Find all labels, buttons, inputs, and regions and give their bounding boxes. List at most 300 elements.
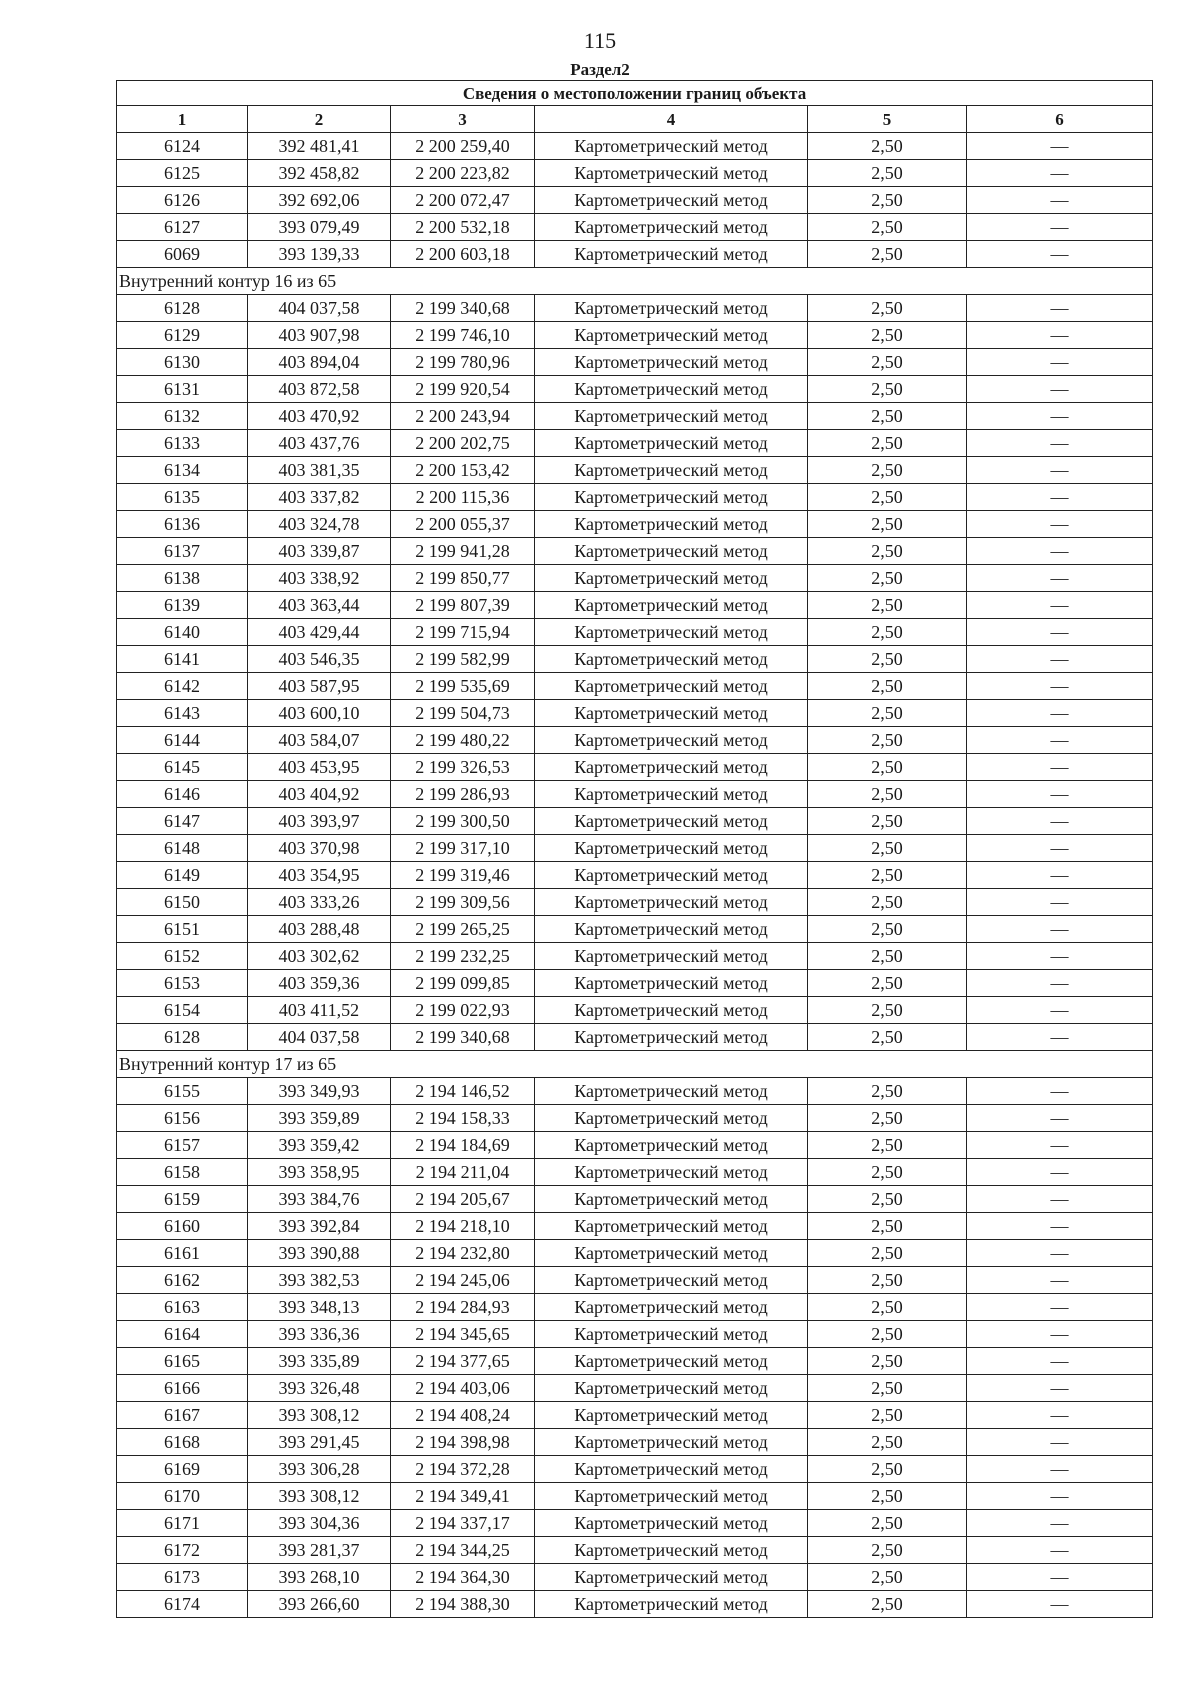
point-number-cell: 6161 (117, 1240, 248, 1267)
accuracy-cell: 2,50 (808, 1483, 967, 1510)
method-cell: Картометрический метод (535, 673, 808, 700)
method-cell: Картометрический метод (535, 1267, 808, 1294)
table-row (117, 700, 1153, 727)
method-cell: Картометрический метод (535, 1429, 808, 1456)
method-cell: Картометрический метод (535, 646, 808, 673)
accuracy-cell: 2,50 (808, 214, 967, 241)
description-cell: — (967, 1321, 1153, 1348)
x-coordinate-cell: 403 437,76 (248, 430, 391, 457)
y-coordinate-cell: 2 194 372,28 (391, 1456, 535, 1483)
point-number-cell: 6132 (117, 403, 248, 430)
method-cell: Картометрический метод (535, 1294, 808, 1321)
accuracy-cell: 2,50 (808, 1537, 967, 1564)
description-cell: — (967, 538, 1153, 565)
point-number-cell: 6133 (117, 430, 248, 457)
method-cell: Картометрический метод (535, 349, 808, 376)
table-row (117, 133, 1153, 160)
description-cell: — (967, 484, 1153, 511)
table-row (117, 187, 1153, 214)
description-cell: — (967, 1591, 1153, 1618)
table-row (117, 970, 1153, 997)
method-cell: Картометрический метод (535, 457, 808, 484)
description-cell: — (967, 349, 1153, 376)
column-number-3: 3 (391, 106, 535, 133)
accuracy-cell: 2,50 (808, 565, 967, 592)
point-number-cell: 6154 (117, 997, 248, 1024)
y-coordinate-cell: 2 194 218,10 (391, 1213, 535, 1240)
x-coordinate-cell: 403 324,78 (248, 511, 391, 538)
x-coordinate-cell: 393 348,13 (248, 1294, 391, 1321)
table-row (117, 1537, 1153, 1564)
method-cell: Картометрический метод (535, 997, 808, 1024)
table-row (117, 214, 1153, 241)
method-cell: Картометрический метод (535, 1591, 808, 1618)
y-coordinate-cell: 2 199 319,46 (391, 862, 535, 889)
y-coordinate-cell: 2 200 072,47 (391, 187, 535, 214)
description-cell: — (967, 457, 1153, 484)
y-coordinate-cell: 2 199 286,93 (391, 781, 535, 808)
description-cell: — (967, 1267, 1153, 1294)
method-cell: Картометрический метод (535, 511, 808, 538)
accuracy-cell: 2,50 (808, 187, 967, 214)
x-coordinate-cell: 403 337,82 (248, 484, 391, 511)
point-number-cell: 6127 (117, 214, 248, 241)
accuracy-cell: 2,50 (808, 835, 967, 862)
method-cell: Картометрический метод (535, 1159, 808, 1186)
y-coordinate-cell: 2 200 243,94 (391, 403, 535, 430)
point-number-cell: 6139 (117, 592, 248, 619)
x-coordinate-cell: 403 429,44 (248, 619, 391, 646)
description-cell: — (967, 673, 1153, 700)
description-cell: — (967, 133, 1153, 160)
table-row (117, 1564, 1153, 1591)
method-cell: Картометрический метод (535, 1375, 808, 1402)
x-coordinate-cell: 393 359,89 (248, 1105, 391, 1132)
y-coordinate-cell: 2 199 780,96 (391, 349, 535, 376)
accuracy-cell: 2,50 (808, 133, 967, 160)
description-cell: — (967, 511, 1153, 538)
method-cell: Картометрический метод (535, 808, 808, 835)
y-coordinate-cell: 2 199 309,56 (391, 889, 535, 916)
table-row (117, 835, 1153, 862)
accuracy-cell: 2,50 (808, 970, 967, 997)
method-cell: Картометрический метод (535, 187, 808, 214)
y-coordinate-cell: 2 199 941,28 (391, 538, 535, 565)
y-coordinate-cell: 2 194 403,06 (391, 1375, 535, 1402)
method-cell: Картометрический метод (535, 376, 808, 403)
contour-label: Внутренний контур 17 из 65 (117, 1051, 1153, 1078)
table-row (117, 1159, 1153, 1186)
x-coordinate-cell: 393 382,53 (248, 1267, 391, 1294)
y-coordinate-cell: 2 200 532,18 (391, 214, 535, 241)
description-cell: — (967, 1294, 1153, 1321)
x-coordinate-cell: 403 907,98 (248, 322, 391, 349)
column-number-1: 1 (117, 106, 248, 133)
y-coordinate-cell: 2 194 232,80 (391, 1240, 535, 1267)
y-coordinate-cell: 2 199 326,53 (391, 754, 535, 781)
accuracy-cell: 2,50 (808, 1078, 967, 1105)
method-cell: Картометрический метод (535, 700, 808, 727)
y-coordinate-cell: 2 194 377,65 (391, 1348, 535, 1375)
method-cell: Картометрический метод (535, 565, 808, 592)
accuracy-cell: 2,50 (808, 1213, 967, 1240)
y-coordinate-cell: 2 199 022,93 (391, 997, 535, 1024)
contour-label: Внутренний контур 16 из 65 (117, 268, 1153, 295)
accuracy-cell: 2,50 (808, 538, 967, 565)
section-title: Раздел2 (570, 60, 630, 79)
y-coordinate-cell: 2 199 099,85 (391, 970, 535, 997)
accuracy-cell: 2,50 (808, 1267, 967, 1294)
accuracy-cell: 2,50 (808, 700, 967, 727)
description-cell: — (967, 295, 1153, 322)
description-cell: — (967, 1240, 1153, 1267)
accuracy-cell: 2,50 (808, 1591, 967, 1618)
x-coordinate-cell: 403 404,92 (248, 781, 391, 808)
method-cell: Картометрический метод (535, 889, 808, 916)
table-row (117, 1321, 1153, 1348)
boundary-coordinates-table (116, 80, 1153, 1618)
x-coordinate-cell: 403 546,35 (248, 646, 391, 673)
column-number-6: 6 (967, 106, 1153, 133)
point-number-cell: 6159 (117, 1186, 248, 1213)
description-cell: — (967, 646, 1153, 673)
table-row (117, 376, 1153, 403)
x-coordinate-cell: 403 354,95 (248, 862, 391, 889)
accuracy-cell: 2,50 (808, 1186, 967, 1213)
x-coordinate-cell: 404 037,58 (248, 295, 391, 322)
accuracy-cell: 2,50 (808, 1402, 967, 1429)
table-row (117, 1105, 1153, 1132)
x-coordinate-cell: 403 339,87 (248, 538, 391, 565)
y-coordinate-cell: 2 199 850,77 (391, 565, 535, 592)
y-coordinate-cell: 2 199 265,25 (391, 916, 535, 943)
y-coordinate-cell: 2 199 920,54 (391, 376, 535, 403)
table-row (117, 511, 1153, 538)
column-number-4: 4 (535, 106, 808, 133)
accuracy-cell: 2,50 (808, 1456, 967, 1483)
method-cell: Картометрический метод (535, 1537, 808, 1564)
x-coordinate-cell: 393 336,36 (248, 1321, 391, 1348)
method-cell: Картометрический метод (535, 862, 808, 889)
x-coordinate-cell: 393 304,36 (248, 1510, 391, 1537)
y-coordinate-cell: 2 200 223,82 (391, 160, 535, 187)
description-cell: — (967, 916, 1153, 943)
description-cell: — (967, 700, 1153, 727)
table-row (117, 484, 1153, 511)
y-coordinate-cell: 2 194 398,98 (391, 1429, 535, 1456)
method-cell: Картометрический метод (535, 1510, 808, 1537)
table-row (117, 997, 1153, 1024)
description-cell: — (967, 835, 1153, 862)
point-number-cell: 6160 (117, 1213, 248, 1240)
accuracy-cell: 2,50 (808, 619, 967, 646)
method-cell: Картометрический метод (535, 214, 808, 241)
point-number-cell: 6169 (117, 1456, 248, 1483)
point-number-cell: 6069 (117, 241, 248, 268)
point-number-cell: 6149 (117, 862, 248, 889)
accuracy-cell: 2,50 (808, 754, 967, 781)
method-cell: Картометрический метод (535, 538, 808, 565)
table-row (117, 1591, 1153, 1618)
point-number-cell: 6126 (117, 187, 248, 214)
x-coordinate-cell: 403 600,10 (248, 700, 391, 727)
method-cell: Картометрический метод (535, 1078, 808, 1105)
description-cell: — (967, 565, 1153, 592)
x-coordinate-cell: 403 333,26 (248, 889, 391, 916)
x-coordinate-cell: 393 306,28 (248, 1456, 391, 1483)
description-cell: — (967, 592, 1153, 619)
table-row (117, 565, 1153, 592)
table-caption: Сведения о местоположении границ объекта (117, 81, 1153, 106)
accuracy-cell: 2,50 (808, 1429, 967, 1456)
x-coordinate-cell: 393 335,89 (248, 1348, 391, 1375)
table-row (117, 457, 1153, 484)
description-cell: — (967, 808, 1153, 835)
description-cell: — (967, 430, 1153, 457)
description-cell: — (967, 322, 1153, 349)
accuracy-cell: 2,50 (808, 673, 967, 700)
x-coordinate-cell: 403 359,36 (248, 970, 391, 997)
y-coordinate-cell: 2 194 146,52 (391, 1078, 535, 1105)
x-coordinate-cell: 403 288,48 (248, 916, 391, 943)
accuracy-cell: 2,50 (808, 349, 967, 376)
y-coordinate-cell: 2 194 211,04 (391, 1159, 535, 1186)
point-number-cell: 6138 (117, 565, 248, 592)
table-row (117, 592, 1153, 619)
table-row (117, 1456, 1153, 1483)
y-coordinate-cell: 2 194 344,25 (391, 1537, 535, 1564)
y-coordinate-cell: 2 199 340,68 (391, 1024, 535, 1051)
x-coordinate-cell: 393 358,95 (248, 1159, 391, 1186)
x-coordinate-cell: 392 481,41 (248, 133, 391, 160)
description-cell: — (967, 160, 1153, 187)
table-row (117, 862, 1153, 889)
accuracy-cell: 2,50 (808, 295, 967, 322)
y-coordinate-cell: 2 194 364,30 (391, 1564, 535, 1591)
x-coordinate-cell: 393 384,76 (248, 1186, 391, 1213)
y-coordinate-cell: 2 194 337,17 (391, 1510, 535, 1537)
y-coordinate-cell: 2 199 715,94 (391, 619, 535, 646)
table-row (117, 295, 1153, 322)
point-number-cell: 6134 (117, 457, 248, 484)
column-number-5: 5 (808, 106, 967, 133)
x-coordinate-cell: 392 692,06 (248, 187, 391, 214)
accuracy-cell: 2,50 (808, 322, 967, 349)
y-coordinate-cell: 2 200 603,18 (391, 241, 535, 268)
method-cell: Картометрический метод (535, 1024, 808, 1051)
description-cell: — (967, 1213, 1153, 1240)
method-cell: Картометрический метод (535, 835, 808, 862)
y-coordinate-cell: 2 199 300,50 (391, 808, 535, 835)
x-coordinate-cell: 393 390,88 (248, 1240, 391, 1267)
x-coordinate-cell: 393 392,84 (248, 1213, 391, 1240)
accuracy-cell: 2,50 (808, 943, 967, 970)
y-coordinate-cell: 2 194 388,30 (391, 1591, 535, 1618)
accuracy-cell: 2,50 (808, 403, 967, 430)
y-coordinate-cell: 2 194 349,41 (391, 1483, 535, 1510)
y-coordinate-cell: 2 199 340,68 (391, 295, 535, 322)
table-row (117, 1078, 1153, 1105)
y-coordinate-cell: 2 199 504,73 (391, 700, 535, 727)
table-row (117, 943, 1153, 970)
accuracy-cell: 2,50 (808, 781, 967, 808)
point-number-cell: 6124 (117, 133, 248, 160)
y-coordinate-cell: 2 200 259,40 (391, 133, 535, 160)
description-cell: — (967, 1564, 1153, 1591)
y-coordinate-cell: 2 199 317,10 (391, 835, 535, 862)
x-coordinate-cell: 403 453,95 (248, 754, 391, 781)
y-coordinate-cell: 2 200 115,36 (391, 484, 535, 511)
table-row (117, 1348, 1153, 1375)
method-cell: Картометрический метод (535, 133, 808, 160)
point-number-cell: 6141 (117, 646, 248, 673)
y-coordinate-cell: 2 194 184,69 (391, 1132, 535, 1159)
x-coordinate-cell: 392 458,82 (248, 160, 391, 187)
description-cell: — (967, 970, 1153, 997)
point-number-cell: 6145 (117, 754, 248, 781)
table-row (117, 1294, 1153, 1321)
method-cell: Картометрический метод (535, 160, 808, 187)
description-cell: — (967, 727, 1153, 754)
accuracy-cell: 2,50 (808, 457, 967, 484)
point-number-cell: 6168 (117, 1429, 248, 1456)
method-cell: Картометрический метод (535, 430, 808, 457)
method-cell: Картометрический метод (535, 1213, 808, 1240)
y-coordinate-cell: 2 194 345,65 (391, 1321, 535, 1348)
page-number: 115 (583, 28, 617, 53)
table-row (117, 619, 1153, 646)
table-row (117, 160, 1153, 187)
method-cell: Картометрический метод (535, 322, 808, 349)
point-number-cell: 6144 (117, 727, 248, 754)
x-coordinate-cell: 393 079,49 (248, 214, 391, 241)
accuracy-cell: 2,50 (808, 889, 967, 916)
table-row (117, 781, 1153, 808)
x-coordinate-cell: 403 393,97 (248, 808, 391, 835)
method-cell: Картометрический метод (535, 1240, 808, 1267)
point-number-cell: 6162 (117, 1267, 248, 1294)
point-number-cell: 6163 (117, 1294, 248, 1321)
point-number-cell: 6155 (117, 1078, 248, 1105)
table-row (117, 322, 1153, 349)
x-coordinate-cell: 393 349,93 (248, 1078, 391, 1105)
accuracy-cell: 2,50 (808, 1159, 967, 1186)
accuracy-cell: 2,50 (808, 1294, 967, 1321)
description-cell: — (967, 1456, 1153, 1483)
description-cell: — (967, 403, 1153, 430)
y-coordinate-cell: 2 194 205,67 (391, 1186, 535, 1213)
x-coordinate-cell: 393 281,37 (248, 1537, 391, 1564)
description-cell: — (967, 1537, 1153, 1564)
description-cell: — (967, 754, 1153, 781)
contour-header-row (117, 1051, 1153, 1078)
description-cell: — (967, 1078, 1153, 1105)
y-coordinate-cell: 2 194 245,06 (391, 1267, 535, 1294)
accuracy-cell: 2,50 (808, 592, 967, 619)
table-row (117, 1024, 1153, 1051)
point-number-cell: 6136 (117, 511, 248, 538)
point-number-cell: 6152 (117, 943, 248, 970)
accuracy-cell: 2,50 (808, 808, 967, 835)
table-row (117, 1402, 1153, 1429)
accuracy-cell: 2,50 (808, 430, 967, 457)
x-coordinate-cell: 403 587,95 (248, 673, 391, 700)
x-coordinate-cell: 403 470,92 (248, 403, 391, 430)
accuracy-cell: 2,50 (808, 1375, 967, 1402)
table-row (117, 1132, 1153, 1159)
x-coordinate-cell: 403 584,07 (248, 727, 391, 754)
table-body (117, 133, 1153, 1618)
accuracy-cell: 2,50 (808, 1240, 967, 1267)
accuracy-cell: 2,50 (808, 1105, 967, 1132)
method-cell: Картометрический метод (535, 1456, 808, 1483)
accuracy-cell: 2,50 (808, 376, 967, 403)
table-row (117, 1375, 1153, 1402)
point-number-cell: 6135 (117, 484, 248, 511)
point-number-cell: 6165 (117, 1348, 248, 1375)
y-coordinate-cell: 2 200 202,75 (391, 430, 535, 457)
method-cell: Картометрический метод (535, 916, 808, 943)
y-coordinate-cell: 2 199 746,10 (391, 322, 535, 349)
description-cell: — (967, 376, 1153, 403)
accuracy-cell: 2,50 (808, 1024, 967, 1051)
method-cell: Картометрический метод (535, 619, 808, 646)
table-row (117, 1510, 1153, 1537)
description-cell: — (967, 1105, 1153, 1132)
description-cell: — (967, 214, 1153, 241)
table-row (117, 403, 1153, 430)
x-coordinate-cell: 403 370,98 (248, 835, 391, 862)
description-cell: — (967, 187, 1153, 214)
point-number-cell: 6130 (117, 349, 248, 376)
y-coordinate-cell: 2 199 807,39 (391, 592, 535, 619)
point-number-cell: 6157 (117, 1132, 248, 1159)
y-coordinate-cell: 2 200 153,42 (391, 457, 535, 484)
table-row (117, 808, 1153, 835)
point-number-cell: 6143 (117, 700, 248, 727)
x-coordinate-cell: 403 411,52 (248, 997, 391, 1024)
y-coordinate-cell: 2 194 158,33 (391, 1105, 535, 1132)
point-number-cell: 6146 (117, 781, 248, 808)
accuracy-cell: 2,50 (808, 1510, 967, 1537)
point-number-cell: 6156 (117, 1105, 248, 1132)
x-coordinate-cell: 403 872,58 (248, 376, 391, 403)
y-coordinate-cell: 2 200 055,37 (391, 511, 535, 538)
point-number-cell: 6128 (117, 295, 248, 322)
method-cell: Картометрический метод (535, 295, 808, 322)
y-coordinate-cell: 2 194 408,24 (391, 1402, 535, 1429)
table-row (117, 889, 1153, 916)
table-row (117, 538, 1153, 565)
x-coordinate-cell: 393 326,48 (248, 1375, 391, 1402)
point-number-cell: 6137 (117, 538, 248, 565)
point-number-cell: 6164 (117, 1321, 248, 1348)
point-number-cell: 6167 (117, 1402, 248, 1429)
contour-header-row (117, 268, 1153, 295)
point-number-cell: 6170 (117, 1483, 248, 1510)
accuracy-cell: 2,50 (808, 997, 967, 1024)
accuracy-cell: 2,50 (808, 1321, 967, 1348)
table-row (117, 916, 1153, 943)
method-cell: Картометрический метод (535, 1483, 808, 1510)
accuracy-cell: 2,50 (808, 1348, 967, 1375)
point-number-cell: 6129 (117, 322, 248, 349)
accuracy-cell: 2,50 (808, 1564, 967, 1591)
point-number-cell: 6131 (117, 376, 248, 403)
method-cell: Картометрический метод (535, 1132, 808, 1159)
x-coordinate-cell: 393 268,10 (248, 1564, 391, 1591)
x-coordinate-cell: 403 338,92 (248, 565, 391, 592)
